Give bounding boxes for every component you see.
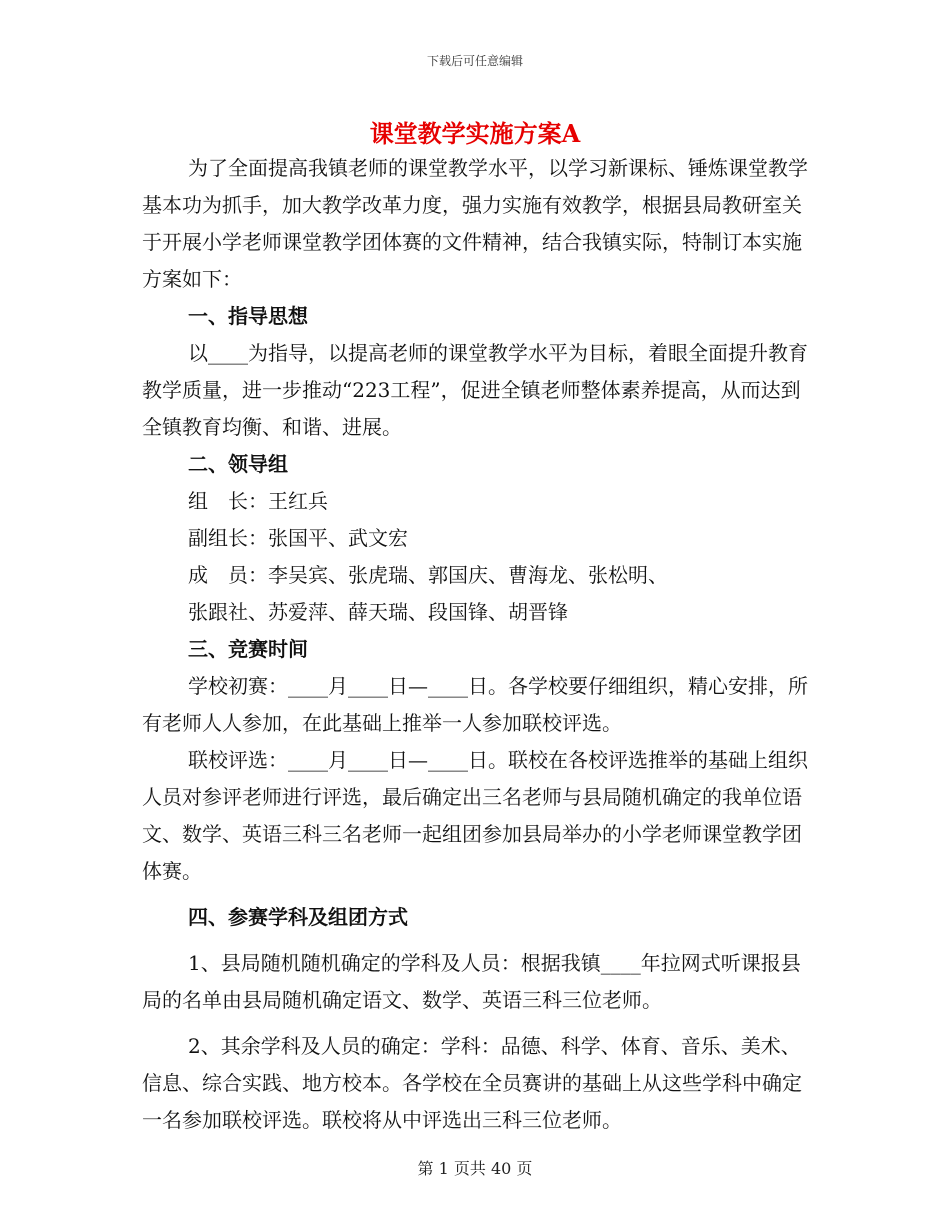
section2-heading: 二、领导组 — [188, 452, 288, 476]
item2-paragraph: 2、其余学科及人员的确定：学科：品德、科学、体育、音乐、美术、信息、综合实践、地方校本。各学校在全员赛讲的基础上从这些学科中确定一名参加联校评选。联校将从中评选出三科三位老师。 — [142, 1034, 802, 1132]
item1-paragraph: 1、县局随机随机确定的学科及人员：根据我镇____年拉网式听课报县局的名单由县局随机确定语文、数学、英语三科三位老师。 — [142, 951, 801, 1012]
leader-line: 组 长：王红兵 — [188, 489, 328, 513]
document-body — [142, 150, 810, 1139]
members-line-1: 成 员：李吴宾、张虎瑞、郭国庆、曹海龙、张松明、 — [188, 563, 668, 587]
joint-round-paragraph: 联校评选：____月____日—____日。联校在各校评选推举的基础上组织人员对参评老师进行评选，最后确定出三名老师与县局随机确定的我单位语文、数学、英语三科三名老师一起组团参加县局举办的小学老师课堂教学团体赛。 — [142, 748, 808, 883]
school-round-paragraph: 学校初赛：____月____日—____日。各学校要仔细组织，精心安排，所有老师人人参加，在此基础上推举一人参加联校评选。 — [142, 674, 808, 735]
page-header: 下载后可任意编辑 — [426, 54, 523, 68]
intro-paragraph: 为了全面提高我镇老师的课堂教学水平，以学习新课标、锤炼课堂教学基本功为抓手，加大教学改革力度，强力实施有效教学，根据县局教研室关于开展小学老师课堂教学团体赛的文件精神，结合我镇实际，特制订本实施方案如下： — [142, 156, 808, 291]
section4-heading: 四、参赛学科及组团方式 — [188, 905, 408, 929]
document-title: 课堂教学实施方案A — [369, 119, 581, 148]
members-line-2: 张跟社、苏爱萍、薛天瑞、段国锋、胡晋锋 — [188, 600, 568, 624]
section1-heading: 一、指导思想 — [188, 304, 308, 328]
section1-paragraph: 以____为指导，以提高老师的课堂教学水平为目标，着眼全面提升教育教学质量，进一步推动“223工程”，促进全镇老师整体素养提高，从而达到全镇教育均衡、和谐、进展。 — [142, 341, 808, 439]
section3-heading: 三、竞赛时间 — [188, 637, 308, 661]
vice-leader-line: 副组长：张国平、武文宏 — [188, 526, 408, 550]
page-footer: 第 1 页共 40 页 — [417, 1159, 533, 1178]
